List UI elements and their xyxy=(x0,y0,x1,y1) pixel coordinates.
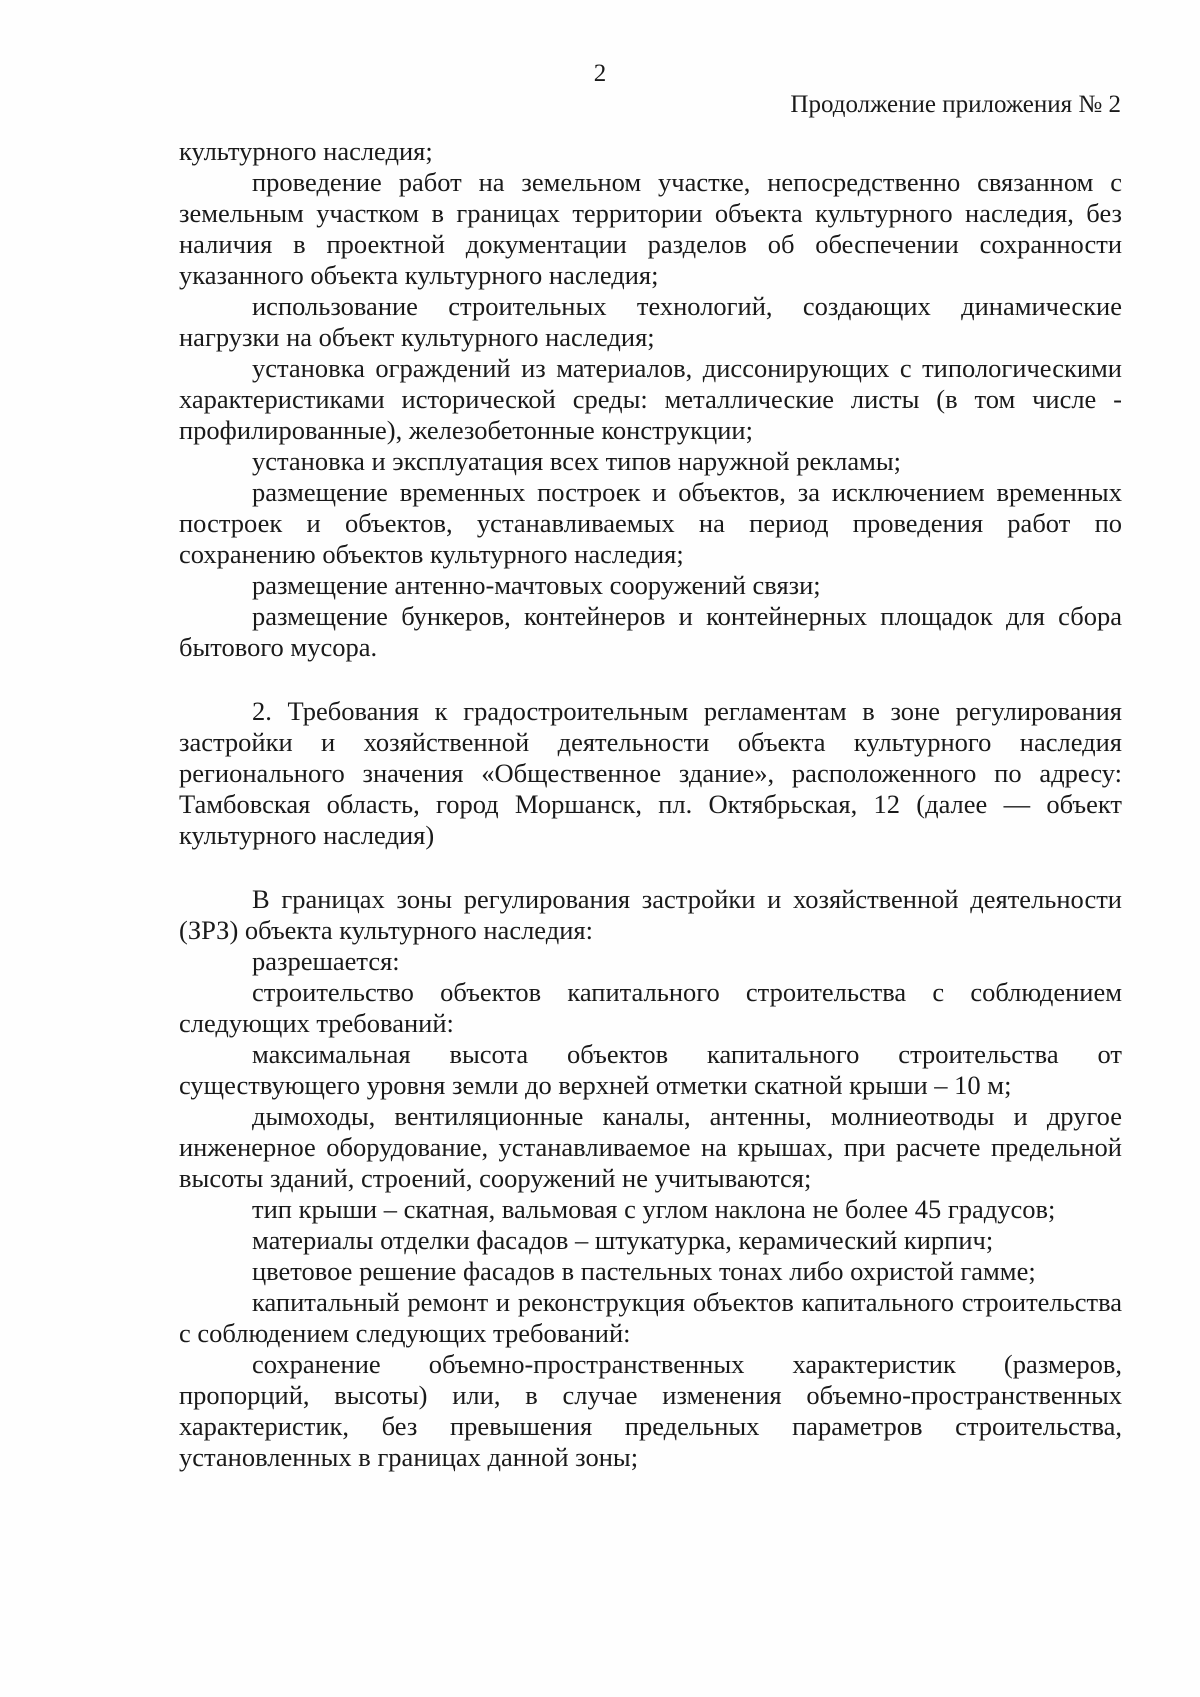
paragraph: капитальный ремонт и реконструкция объектов капитального строительства с соблюдением следующих требований: xyxy=(179,1287,1122,1348)
paragraph: строительство объектов капитального строительства с соблюдением следующих требований: xyxy=(179,977,1122,1038)
paragraph: размещение бункеров, контейнеров и контейнерных площадок для сбора бытового мусора. xyxy=(179,601,1122,662)
paragraph: цветовое решение фасадов в пастельных тонах либо охристой гамме; xyxy=(252,1256,1036,1286)
section-spacer xyxy=(179,851,1122,884)
paragraph: максимальная высота объектов капитального строительства от существующего уровня земли до верхней отметки скатной крыши – 10 м; xyxy=(179,1039,1122,1100)
paragraph: тип крыши – скатная, вальмовая с углом наклона не более 45 градусов; xyxy=(252,1194,1056,1224)
paragraph: размещение временных построек и объектов, за исключением временных построек и объектов, устанавливаемых на период проведения работ по сохранению объектов культурного наследия; xyxy=(179,477,1122,569)
section-heading-paragraph: 2. Требования к градостроительным регламентам в зоне регулирования застройки и хозяйственной деятельности объекта культурного наследия регионального значения «Общественное здание», расположенного по адресу: Тамбовская область, город Моршанск, пл. Октябрьская, 12 (далее — объект культурного наследия) xyxy=(179,696,1122,850)
appendix-continuation-label: Продолжение приложения № 2 xyxy=(790,91,1121,118)
paragraph: культурного наследия; xyxy=(179,136,433,166)
page-number: 2 xyxy=(593,60,607,87)
paragraph: установка и эксплуатация всех типов наружной рекламы; xyxy=(252,446,902,476)
paragraph: разрешается: xyxy=(252,946,400,976)
paragraph: сохранение объемно-пространственных характеристик (размеров, пропорций, высоты) или, в случае изменения объемно-пространственных характеристик, без превышения предельных параметров строительства, установленных в границах данной зоны; xyxy=(179,1349,1122,1472)
paragraph: В границах зоны регулирования застройки и хозяйственной деятельности (ЗРЗ) объекта культурного наследия: xyxy=(179,884,1122,945)
paragraph: проведение работ на земельном участке, непосредственно связанном с земельным участком в границах территории объекта культурного наследия, без наличия в проектной документации разделов об обеспечении сохранности указанного объекта культурного наследия; xyxy=(179,167,1122,290)
paragraph: дымоходы, вентиляционные каналы, антенны, молниеотводы и другое инженерное оборудование, устанавливаемое на крышах, при расчете предельной высоты зданий, строений, сооружений не учитываются; xyxy=(179,1101,1122,1193)
section-spacer xyxy=(179,663,1122,696)
paragraph: материалы отделки фасадов – штукатурка, керамический кирпич; xyxy=(252,1225,994,1255)
paragraph: установка ограждений из материалов, диссонирующих с типологическими характеристиками исторической среды: металлические листы (в том числе - профилированные), железобетонные конструкции; xyxy=(179,353,1122,445)
paragraph: использование строительных технологий, создающих динамические нагрузки на объект культурного наследия; xyxy=(179,291,1122,352)
document-body xyxy=(179,136,1122,1473)
paragraph: размещение антенно-мачтовых сооружений связи; xyxy=(252,570,821,600)
